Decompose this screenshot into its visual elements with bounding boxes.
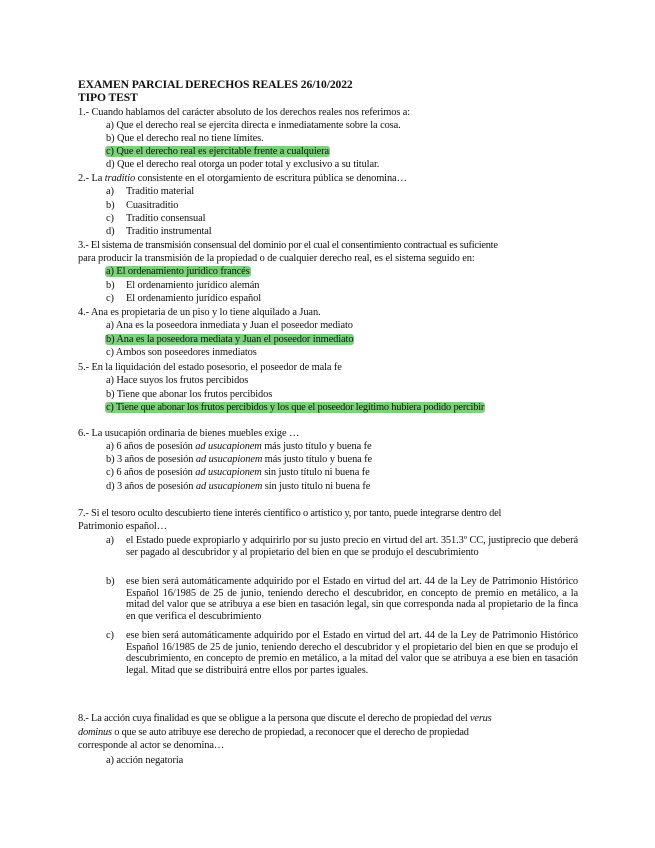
q1-option-c-highlighted: c) Que el derecho real es ejercitable frente a cualquiera: [106, 146, 330, 157]
q7-option-c: ese bien será automáticamente adquirido por el Estado en virtud del art. 44 de la Ley de Patrimonio Histórico Español 16/1985 de 25 de junio, teniendo derecho el descubridor y el propietario del bien en que se produjo el descubrimiento, en concepto de premio en metálico, a la mitad del valor que se atribuya a ese bien en tasación legal. Mitad que se distribuirá entre ellos por partes iguales.: [126, 630, 578, 676]
question-4: 4.- Ana es propietaria de un piso y lo tiene alquilado a Juan.: [78, 307, 321, 318]
question-3-line-2: para producir la transmisión de la propiedad o de cualquier derecho real, es el sistema seguido en:: [78, 253, 475, 264]
q4-option-c: c) Ambos son poseedores inmediatos: [106, 347, 257, 358]
q3-option-a-highlighted: a) El ordenamiento jurídico francés: [106, 266, 250, 277]
q2-option-a: Traditio material: [126, 186, 195, 197]
q2-marker-a: a): [106, 186, 114, 197]
q7-marker-a: a): [106, 535, 114, 546]
q3-marker-c: c): [106, 293, 114, 304]
q6-option-b: b) 3 años de posesión ad usucapionem más justo título y buena fe: [106, 454, 373, 465]
q6-option-c: c) 6 años de posesión ad usucapionem sin justo título ni buena fe: [106, 467, 370, 478]
q8-option-a: a) acción negatoria: [106, 755, 184, 766]
question-2: 2.- La traditio consistente en el otorgamiento de escritura pública se denomina…: [78, 173, 407, 184]
q7-marker-c: c): [106, 630, 114, 641]
question-8-line-1: 8.- La acción cuya finalidad es que se obligue a la persona que discute el derecho de propiedad del verus: [78, 713, 492, 724]
exam-title: EXAMEN PARCIAL DERECHOS REALES 26/10/2022: [78, 78, 353, 91]
q7-option-a: el Estado puede expropiarlo y adquirirlo por su justo precio en virtud del art. 351.3º CC, justiprecio que deberá ser pagado al descubridor y al propietario del bien en que se produjo el descubrimiento: [126, 535, 578, 558]
q2-marker-b: b): [106, 200, 115, 211]
q2-marker-d: d): [106, 226, 115, 237]
q3-option-c: El ordenamiento jurídico español: [126, 293, 262, 304]
q6-option-a: a) 6 años de posesión ad usucapionem más justo título y buena fe: [106, 441, 372, 452]
question-1: 1.- Cuando hablamos del carácter absoluto de los derechos reales nos referimos a:: [78, 107, 411, 118]
question-3-line-1: 3.- El sistema de transmisión consensual del dominio por el cual el consentimiento contractual es suficiente: [78, 240, 498, 251]
q2-option-b: Cuasitraditio: [126, 200, 179, 211]
question-7-line-1: 7.- Si el tesoro oculto descubierto tiene interés científico o artístico y, por tanto, puede integrarse dentro del: [78, 508, 502, 519]
q4-option-b-highlighted: b) Ana es la poseedora mediata y Juan el poseedor inmediato: [106, 334, 354, 345]
question-7-line-2: Patrimonio español…: [78, 521, 168, 532]
q1-option-b: b) Que el derecho real no tiene límites.: [106, 133, 264, 144]
q4-option-a: a) Ana es la poseedora inmediata y Juan el poseedor mediato: [106, 320, 353, 331]
q2-option-d: Traditio instrumental: [126, 226, 212, 237]
question-6: 6.- La usucapión ordinaria de bienes muebles exige …: [78, 428, 300, 439]
question-8-line-2: dominus o que se auto atribuye ese derecho de propiedad, a reconocer que el derecho de propiedad: [78, 727, 469, 738]
q1-option-a: a) Que el derecho real se ejercita directa e inmediatamente sobre la cosa.: [106, 120, 401, 131]
q6-option-d: d) 3 años de posesión ad usucapionem sin justo título ni buena fe: [106, 481, 371, 492]
q7-option-b: ese bien será automáticamente adquirido por el Estado en virtud del art. 44 de la Ley de Patrimonio Histórico Español 16/1985 de 25 de junio, teniendo derecho el descubridor, en concepto de premio en metálico, a la mitad del valor que se atribuya a ese bien en tasación legal, sin que corresponda nada al propietario de la finca en que verifica el descubrimiento: [126, 576, 578, 622]
q5-option-b: b) Tiene que abonar los frutos percibidos: [106, 389, 273, 400]
q3-marker-b: b): [106, 280, 115, 291]
question-8-line-3: corresponde al actor se denomina…: [78, 740, 225, 751]
q7-marker-b: b): [106, 576, 115, 587]
q3-option-b: El ordenamiento jurídico alemán: [126, 280, 260, 291]
q1-option-d: d) Que el derecho real otorga un poder total y exclusivo a su titular.: [106, 159, 380, 170]
q2-marker-c: c): [106, 213, 114, 224]
q2-option-c: Traditio consensual: [126, 213, 206, 224]
question-5: 5.- En la liquidación del estado posesorio, el poseedor de mala fe: [78, 362, 342, 373]
q5-option-c-highlighted: c) Tiene que abonar los frutos percibidos y los que el poseedor legítimo hubiera podido percibir: [106, 402, 485, 413]
q5-option-a: a) Hace suyos los frutos percibidos: [106, 375, 249, 386]
exam-subtitle: TIPO TEST: [78, 91, 138, 104]
